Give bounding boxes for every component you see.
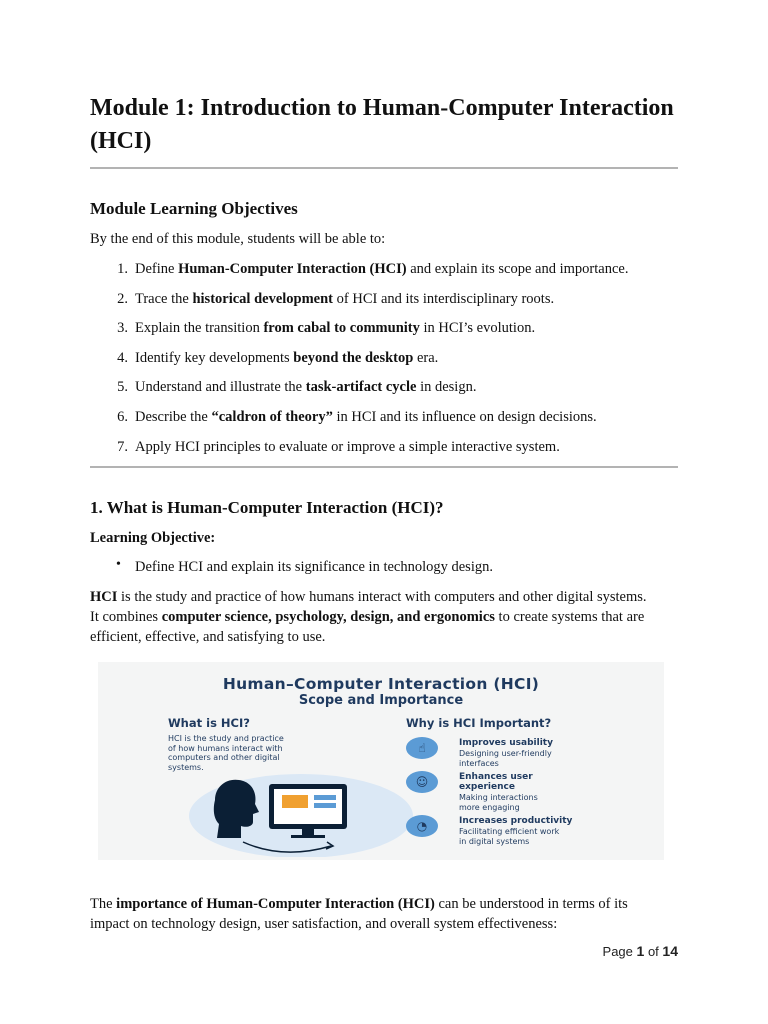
bullet-icon: • [116,557,121,572]
objective-number: 6. [117,409,128,425]
of-label: of [647,944,659,959]
hci-infographic [98,662,664,860]
point-title: Increases productivity [459,816,573,826]
text-line: Facilitating efficient work [459,827,560,836]
point-title: Improves usability [459,738,553,748]
objective-number: 2. [117,290,128,307]
disciplines-term: computer science, psychology, design, and ergonomics [161,609,495,625]
paragraph-text: The [90,896,117,912]
paragraph-text: efficient, effective, and satisfying to use. [90,629,326,645]
objectives-heading: Module Learning Objectives [90,199,298,218]
text-run: era. [413,349,439,366]
key-term: “caldron of theory” [211,409,333,425]
paragraph-text: to create systems that are [494,609,645,625]
what-is-hci-heading: What is HCI? [168,716,250,730]
why-hci-important-heading: Why is HCI Important? [406,716,552,730]
usability-icon: ☝ [406,737,438,759]
objective-text [135,437,560,457]
point-description [459,827,559,846]
paragraph-text: can be understood in terms of its [434,896,628,912]
text-line: Enhances user [459,772,533,782]
objective-number: 4. [117,349,128,366]
paragraph-text: is the study and practice of how humans interact with computers and other digital systems. [117,589,647,605]
text-line: interfaces [459,758,499,768]
text-run: in HCI and its influence on design decisions. [332,409,597,425]
key-term: task-artifact cycle [305,379,417,396]
divider [90,167,678,169]
objective-number: 3. [117,320,128,337]
importance-term: importance of Human-Computer Interaction (HCI) [116,896,435,912]
smile-icon: ☺ [406,771,438,793]
text-line: in digital systems [459,836,530,846]
key-term: Human-Computer Interaction (HCI) [178,261,407,277]
key-term: from cabal to community [263,320,420,337]
text-line: of how humans interact with [168,743,283,753]
objective-text [135,407,597,427]
text-line: Designing user-friendly [459,749,552,758]
text-run: and explain its scope and importance. [406,261,629,277]
text-run: Define [135,261,179,277]
objective-number: 5. [117,379,128,396]
text-run: Apply HCI principles to evaluate or improve a simple interactive system. [135,438,560,455]
section-heading: 1. What is Human-Computer Interaction (HCI)? [90,498,444,517]
infographic-subtitle: Scope and Importance [298,693,464,708]
screen-window-orange [282,795,308,808]
hci-term: HCI [90,589,118,605]
objective-text [135,377,476,397]
text-run: in design. [416,379,477,396]
hci-definition-paragraph [90,587,678,647]
learning-objective-label: Learning Objective: [90,530,216,546]
objective-number: 7. [117,438,128,455]
paragraph-text: It combines [90,609,162,625]
page-number: 1 [636,943,645,959]
text-line: systems. [168,762,204,772]
text-line: experience [459,782,515,792]
divider [90,466,678,468]
page-total: 14 [662,943,678,959]
text-line: HCI is the study and practice [168,734,284,743]
text-run: Explain the transition [135,320,264,337]
objectives-intro: By the end of this module, students will be able to: [90,231,386,247]
text-line: more engaging [459,802,520,812]
page-label: Page [602,944,633,959]
monitor-base [291,835,325,838]
paragraph-text: impact on technology design, user satisfaction, and overall system effectiveness: [90,916,558,932]
key-term: historical development [192,290,334,307]
learning-objective-item: Define HCI and explain its significance in technology design. [135,559,493,575]
text-run: of HCI and its interdisciplinary roots. [333,290,555,307]
objective-text [135,289,554,309]
objective-text [135,348,438,368]
text-run: Describe the [135,409,212,425]
objective-number: 1. [117,261,128,277]
text-run: Understand and illustrate the [135,379,306,396]
person-computer-illustration [183,762,413,857]
objective-text [135,318,535,338]
gauge-icon: ◔ [406,815,438,837]
screen-line-blue [314,803,336,808]
text-run: Identify key developments [135,349,294,366]
infographic-title: Human–Computer Interaction (HCI) [222,675,540,693]
point-description [459,793,538,812]
page-title: Module 1: Introduction to Human-Computer Interaction (HCI) [90,95,674,154]
monitor-stand [302,829,314,835]
objective-text [135,259,628,279]
text-run: Trace the [135,290,193,307]
text-line: computers and other digital [168,753,280,762]
point-title [459,772,533,792]
text-run: in HCI’s evolution. [419,320,536,337]
page-footer [603,943,678,959]
point-description [459,749,552,768]
text-line: Making interactions [459,793,538,802]
screen-line-blue [314,795,336,800]
importance-paragraph [90,894,678,934]
key-term: beyond the desktop [293,349,414,366]
